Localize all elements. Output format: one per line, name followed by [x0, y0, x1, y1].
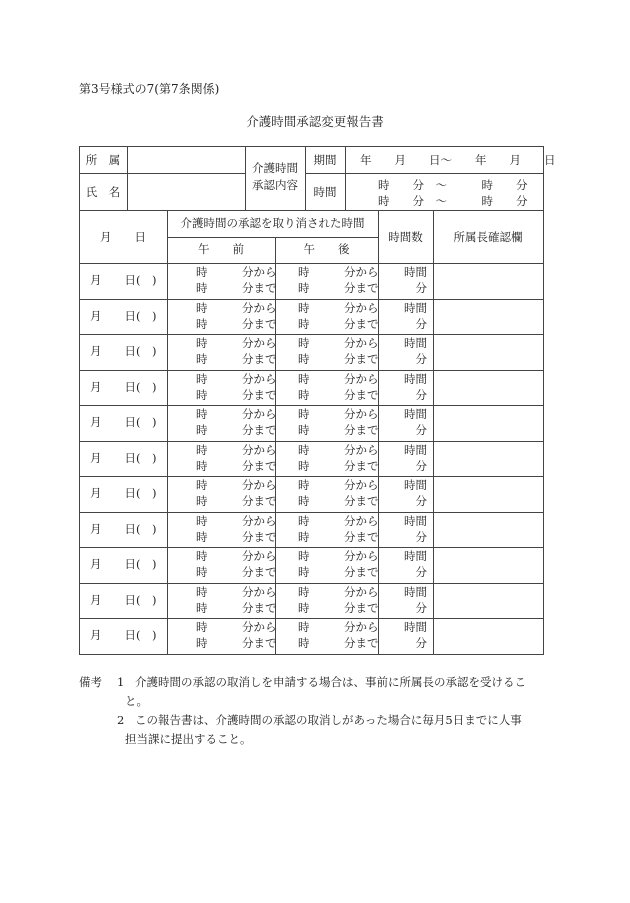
row-pm-to: 時 分まで — [298, 423, 379, 437]
row-minutes: 分 — [415, 388, 427, 402]
content-label-line2: 承認内容 — [252, 178, 298, 192]
row-pm-from: 時 分から — [298, 407, 379, 421]
label-value-divider — [127, 146, 128, 210]
row-am-from: 時 分から — [196, 585, 277, 599]
row-minutes: 分 — [415, 317, 427, 331]
row-date: 月 日( ) — [90, 309, 157, 323]
row-pm-to: 時 分まで — [298, 281, 379, 295]
row-hours: 時間 — [404, 585, 427, 599]
time-range-line1: 時 分 〜 時 分 — [378, 178, 528, 192]
row-pm-from: 時 分から — [298, 620, 379, 634]
note-2-number: 2 — [117, 713, 125, 727]
content-label-line1: 介護時間 — [252, 161, 298, 175]
row-minutes: 分 — [415, 281, 427, 295]
row-border — [79, 476, 544, 477]
affiliation-divider — [79, 173, 245, 174]
row-pm-to: 時 分まで — [298, 494, 379, 508]
row-am-from: 時 分から — [196, 549, 277, 563]
time-label: 時間 — [313, 185, 337, 199]
note-1-text: 介護時間の承認の取消しを申請する場合は、事前に所属長の承認を受けるこ — [135, 675, 526, 689]
row-am-from: 時 分から — [196, 478, 277, 492]
row-am-from: 時 分から — [196, 265, 277, 279]
column-hours: 時間数 — [388, 230, 423, 244]
row-am-from: 時 分から — [196, 301, 277, 315]
time-range-line2: 時 分 〜 時 分 — [378, 194, 528, 208]
row-pm-to: 時 分まで — [298, 530, 379, 544]
column-cancelled-time: 介護時間の承認を取り消された時間 — [180, 216, 365, 230]
row-am-from: 時 分から — [196, 514, 277, 528]
row-am-to: 時 分まで — [196, 317, 277, 331]
row-am-to: 時 分まで — [196, 494, 277, 508]
row-hours: 時間 — [404, 478, 427, 492]
row-hours: 時間 — [404, 514, 427, 528]
row-am-to: 時 分まで — [196, 388, 277, 402]
row-hours: 時間 — [404, 407, 427, 421]
row-am-to: 時 分まで — [196, 530, 277, 544]
row-border — [79, 334, 544, 335]
row-hours: 時間 — [404, 443, 427, 457]
row-hours: 時間 — [404, 620, 427, 634]
row-hours: 時間 — [404, 549, 427, 563]
row-pm-to: 時 分まで — [298, 459, 379, 473]
row-border — [79, 583, 544, 584]
period-value: 年 月 日〜 年 月 日 — [360, 153, 556, 167]
row-am-from: 時 分から — [196, 443, 277, 457]
column-date: 月 日 — [100, 230, 146, 244]
row-pm-from: 時 分から — [298, 265, 379, 279]
column-confirm: 所属長確認欄 — [453, 230, 523, 244]
row-border — [79, 405, 544, 406]
row-hours: 時間 — [404, 372, 427, 386]
row-border — [79, 441, 544, 442]
period-label: 期間 — [313, 153, 337, 167]
row-pm-from: 時 分から — [298, 301, 379, 315]
row-am-to: 時 分まで — [196, 459, 277, 473]
row-border — [79, 618, 544, 619]
table-right-border — [543, 146, 544, 654]
row-minutes: 分 — [415, 601, 427, 615]
row-am-from: 時 分から — [196, 336, 277, 350]
row-pm-from: 時 分から — [298, 585, 379, 599]
row-pm-to: 時 分まで — [298, 636, 379, 650]
note-2-continuation: 担当課に提出すること。 — [125, 732, 252, 746]
row-date: 月 日( ) — [90, 451, 157, 465]
row-pm-to: 時 分まで — [298, 352, 379, 366]
row-am-to: 時 分まで — [196, 352, 277, 366]
row-am-to: 時 分まで — [196, 423, 277, 437]
row-border — [79, 370, 544, 371]
row-minutes: 分 — [415, 565, 427, 579]
row-date: 月 日( ) — [90, 486, 157, 500]
row-hours: 時間 — [404, 301, 427, 315]
row-border — [79, 654, 544, 655]
row-minutes: 分 — [415, 530, 427, 544]
row-pm-from: 時 分から — [298, 478, 379, 492]
row-date: 月 日( ) — [90, 380, 157, 394]
row-am-to: 時 分まで — [196, 601, 277, 615]
row-pm-from: 時 分から — [298, 336, 379, 350]
row-am-to: 時 分まで — [196, 636, 277, 650]
header-bottom-border — [79, 210, 544, 211]
note-1-number: 1 — [117, 675, 125, 689]
column-pm: 午 後 — [303, 242, 350, 256]
row-minutes: 分 — [415, 636, 427, 650]
row-minutes: 分 — [415, 494, 427, 508]
row-date: 月 日( ) — [90, 273, 157, 287]
row-pm-from: 時 分から — [298, 372, 379, 386]
row-am-to: 時 分まで — [196, 565, 277, 579]
row-pm-to: 時 分まで — [298, 388, 379, 402]
row-date: 月 日( ) — [90, 415, 157, 429]
period-value-left — [345, 146, 346, 210]
confirm-column-left — [433, 210, 434, 654]
row-pm-to: 時 分まで — [298, 565, 379, 579]
row-hours: 時間 — [404, 265, 427, 279]
row-am-to: 時 分まで — [196, 281, 277, 295]
row-minutes: 分 — [415, 352, 427, 366]
row-date: 月 日( ) — [90, 522, 157, 536]
affiliation-label: 所 属 — [85, 153, 121, 167]
column-header-bottom — [79, 263, 544, 264]
row-pm-from: 時 分から — [298, 443, 379, 457]
row-pm-to: 時 分まで — [298, 317, 379, 331]
content-label-left — [245, 146, 246, 210]
row-date: 月 日( ) — [90, 628, 157, 642]
row-date: 月 日( ) — [90, 593, 157, 607]
row-pm-to: 時 分まで — [298, 601, 379, 615]
notes-label: 備考 — [79, 675, 102, 689]
note-1-continuation: と。 — [125, 694, 148, 708]
note-2-text: この報告書は、介護時間の承認の取消しがあった場合に毎月5日までに人事 — [135, 713, 522, 727]
row-pm-from: 時 分から — [298, 514, 379, 528]
row-minutes: 分 — [415, 459, 427, 473]
row-hours: 時間 — [404, 336, 427, 350]
form-id: 第3号様式の7(第7条関係) — [79, 82, 220, 96]
document-title: 介護時間承認変更報告書 — [246, 114, 384, 129]
row-date: 月 日( ) — [90, 344, 157, 358]
row-am-from: 時 分から — [196, 372, 277, 386]
column-am: 午 前 — [198, 242, 244, 256]
row-border — [79, 512, 544, 513]
table-left-border — [79, 146, 80, 654]
subheader-divider — [167, 237, 378, 238]
row-border — [79, 299, 544, 300]
row-am-from: 時 分から — [196, 620, 277, 634]
row-date: 月 日( ) — [90, 557, 157, 571]
row-border — [79, 547, 544, 548]
name-label: 氏 名 — [85, 185, 121, 199]
period-divider — [305, 173, 543, 174]
row-minutes: 分 — [415, 423, 427, 437]
row-am-from: 時 分から — [196, 407, 277, 421]
row-pm-from: 時 分から — [298, 549, 379, 563]
date-column-right — [167, 210, 168, 654]
table-top-border — [79, 146, 544, 147]
